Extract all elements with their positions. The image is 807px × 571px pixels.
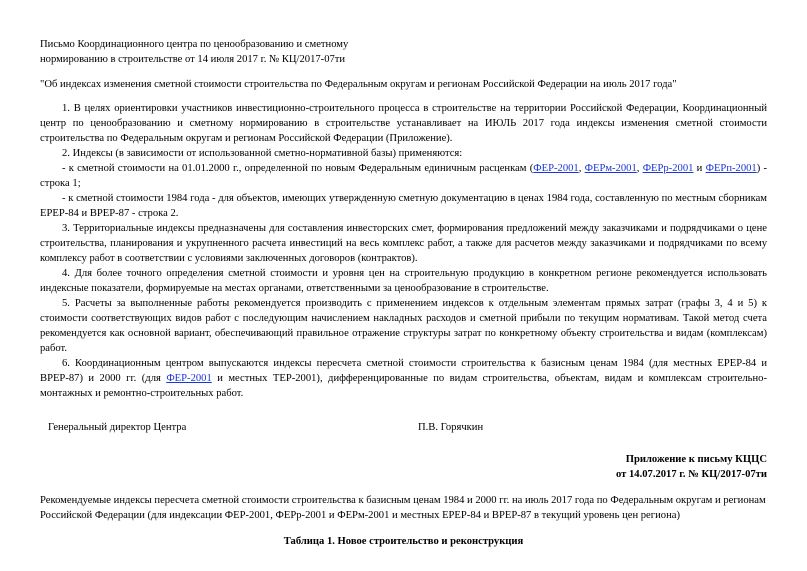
paragraph-2a-text-before: - к сметной стоимости на 01.01.2000 г., определенной по новым Федеральным единичным расценкам ( <box>62 163 534 174</box>
link-separator: и <box>693 163 706 174</box>
paragraph-4: 4. Для более точного определения сметной стоимости и уровня цен на строительную продукцию в конкретном регионе рекомендуется использовать индексные показатели, формируемые на местах органами, ответственными за ценообразование в строительстве. <box>40 268 767 294</box>
link-ferm-2001[interactable]: ФЕРм-2001 <box>584 163 637 174</box>
letter-header-line-1: Письмо Координационного центра по ценообразованию и сметному <box>40 39 349 50</box>
link-separator: , <box>636 163 643 174</box>
link-ferr-2001[interactable]: ФЕРр-2001 <box>642 163 694 174</box>
signature-block <box>40 420 767 435</box>
paragraph-1: 1. В целях ориентировки участников инвестиционно-строительного процесса в строительстве на территории Российской Федерации, Координационный центр по ценообразованию и сметному нормированию в строительстве устанавливает на ИЮЛЬ 2017 года индексы изменения сметной стоимости строительства по Федеральным округам и регионам Российской Федерации (Приложение). <box>40 103 767 144</box>
appendix-heading <box>40 452 767 482</box>
recommendation-text: Рекомендуемые индексы пересчета сметной стоимости строительства к базисным ценам 1984 и 2000 гг. на июль 2017 года по Федеральным округам и регионам Российской Федерации (для индексации ФЕР-2001, ФЕРр-2001 и ФЕРм-2001 и местных ЕРЕР-84 и ВРЕР-87 в текущий уровень цен региона) <box>40 495 766 521</box>
table-title: Таблица 1. Новое строительство и реконструкция <box>283 536 524 547</box>
paragraph-6-text-before: 6. Координационным центром выпускаются индексы пересчета сметной стоимости строительства к базисным ценам 1984 (для местных ЕРЕР-84 и ВРЕР-87) и 2000 гг. (для <box>40 358 767 384</box>
link-fer-2001-p6[interactable]: ФЕР-2001 <box>166 373 212 384</box>
signatory-role: Генеральный директор Центра <box>48 422 187 433</box>
letter-header-line-2: нормированию в строительстве от 14 июля 2017 г. № КЦ/2017-07ти <box>40 54 346 65</box>
paragraph-3: 3. Территориальные индексы предназначены для составления инвесторских смет, формирования предложений между заказчиками и подрядчиками о цене строительства, планирования и укрупненного расчета инвестиций на весь комплекс работ, а также для расчетов между заказчиками и подрядчиками по всему комплексу работ в соответствии с условиями заключенных договоров (контрактов). <box>40 223 767 264</box>
appendix-line-1: Приложение к письму КЦЦС <box>625 454 767 465</box>
link-fer-2001[interactable]: ФЕР-2001 <box>533 163 579 174</box>
document-page <box>40 37 767 549</box>
link-ferp-2001[interactable]: ФЕРп-2001 <box>705 163 757 174</box>
signatory-name: П.В. Горячкин <box>418 422 484 433</box>
paragraph-2b: - к сметной стоимости 1984 года - для объектов, имеющих утвержденную сметную документацию в ценах 1984 года, составленную по местным сборникам ЕРЕР-84 и ВРЕР-87 - строка 2. <box>40 193 767 219</box>
appendix-line-2: от 14.07.2017 г. № КЦ/2017-07ти <box>615 469 767 480</box>
paragraph-5: 5. Расчеты за выполненные работы рекомендуется производить с применением индексов к отдельным элементам прямых затрат (графы 3, 4 и 5) к стоимости соответствующих видов работ с последующим начислением накладных расходов и сметной прибыли по текущим нормативам. Такой метод счета рекомендуется как основной вариант, обеспечивающий правильное отражение структуры затрат по конкретному объекту строительства и видам (комплексам) работ. <box>40 298 767 354</box>
link-separator: , <box>578 163 585 174</box>
paragraph-6 <box>40 356 767 401</box>
letter-subject: "Об индексах изменения сметной стоимости строительства по Федеральным округам и регионам Российской Федерации на июль 2017 года" <box>40 79 677 90</box>
paragraph-6-text-after: и местных ТЕР-2001), дифференцированные по видам строительства, объектам, видам и комплексам строительно-монтажных и ремонтно-строительных работ. <box>40 373 767 399</box>
paragraph-2: 2. Индексы (в зависимости от использованной сметно-нормативной базы) применяются: <box>62 148 463 159</box>
paragraph-2a <box>40 161 767 191</box>
paragraph-2a-text-after: ) - строка 1; <box>40 163 768 189</box>
